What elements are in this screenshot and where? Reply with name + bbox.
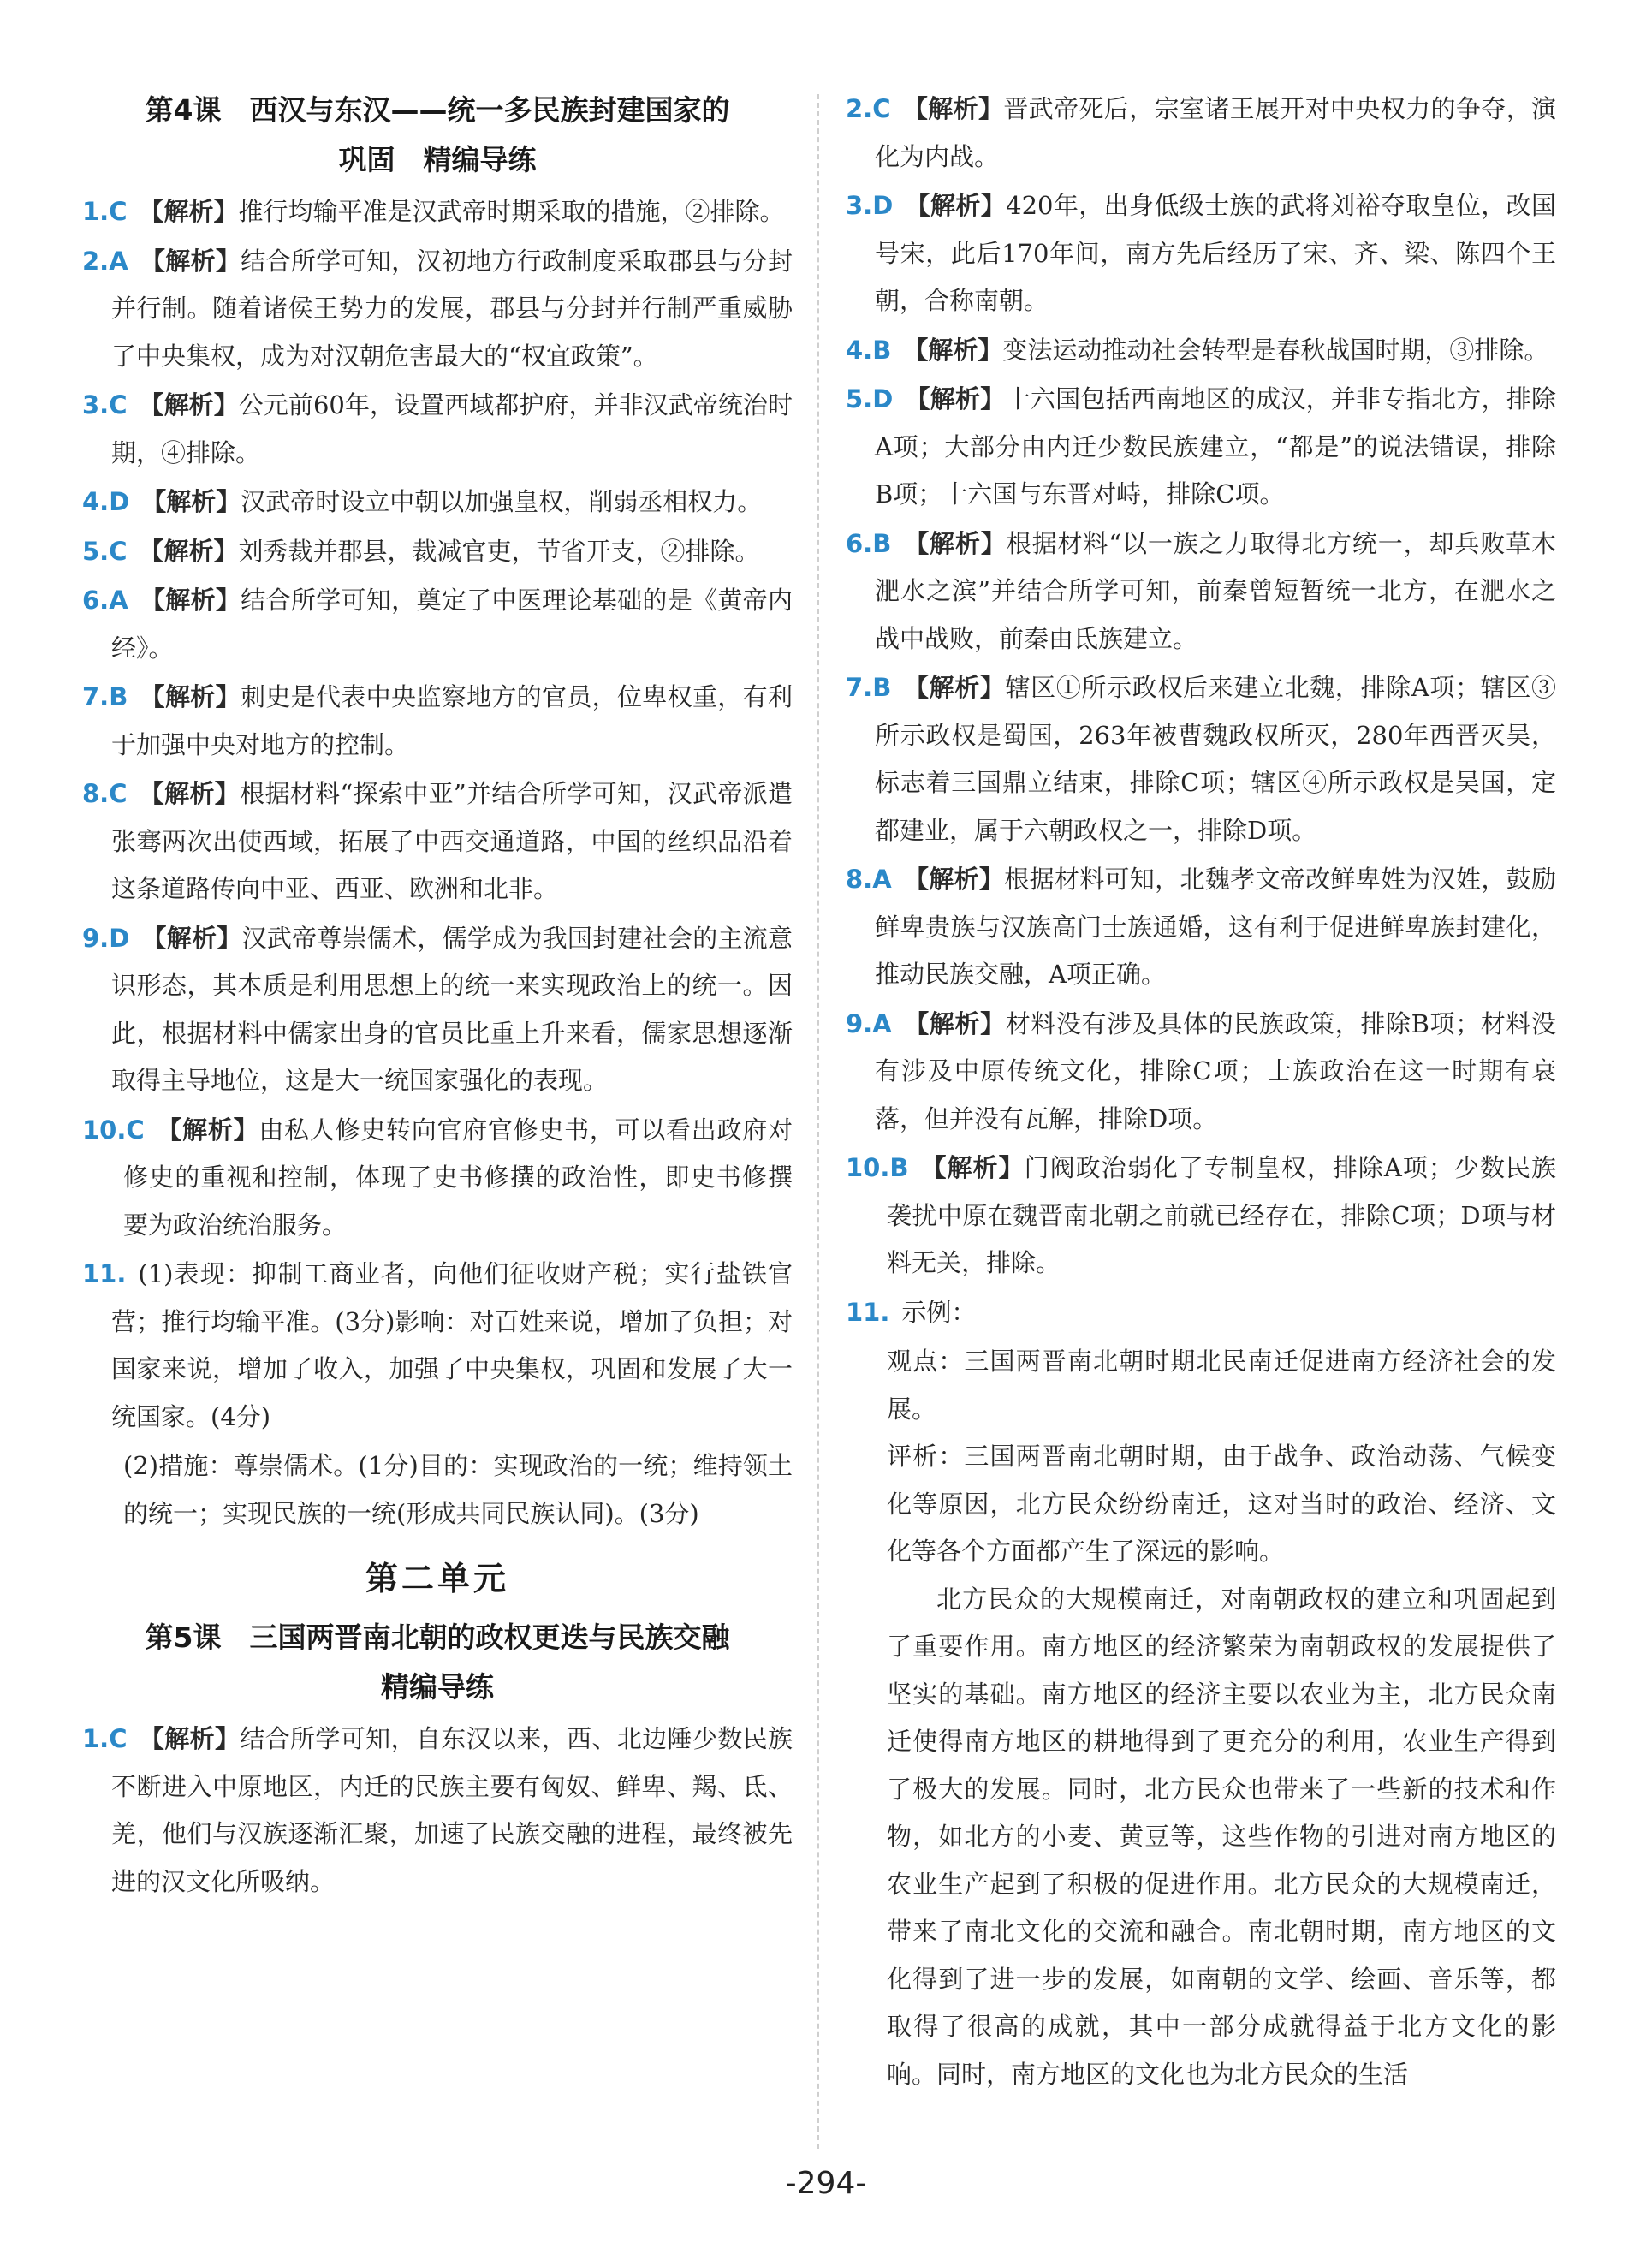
analysis-tag: 【解析】 [141,923,242,953]
answer-number: 6.B [846,528,892,558]
l4-q11 [82,1251,793,1441]
analysis-tag: 【解析】 [139,1724,241,1753]
answer-item [846,856,1556,999]
answer-number: 7.B [82,682,128,711]
answer-item [82,915,793,1105]
answer-item [846,327,1556,375]
answer-number: 2.A [82,246,128,276]
answer-text: 刘秀裁并郡县，裁减官吏，节省开支，②排除。 [238,536,760,566]
left-column [82,86,793,1907]
answer-text: 十六国包括西南地区的成汉，并非专指北方，排除A项；大部分由内迁少数民族建立，“都是”的说法错误，排除B项；十六国与东晋对峙，排除C项。 [875,384,1556,509]
answer-text: 汉武帝尊崇儒术，儒学成为我国封建社会的主流意识形态，其本质是利用思想上的统一来实现政治上的统一。因此，根据材料中儒家出身的官员比重上升来看，儒家思想逐渐取得主导地位，这是大一统国家强化的表现。 [111,923,793,1095]
answer-item [82,238,793,381]
lesson4-title [82,86,793,185]
column-divider [817,94,819,2149]
answer-number: 1.C [82,1724,128,1753]
lesson4-title-line1: 第4课 西汉与东汉——统一多民族封建国家的 [145,93,730,127]
answer-text: 汉武帝时设立中朝以加强皇权，削弱丞相权力。 [241,487,763,516]
l5-q1 [82,1716,793,1906]
analysis-tag: 【解析】 [141,487,241,516]
answer-text: 结合所学可知，奠定了中医理论基础的是《黄帝内经》。 [111,586,793,663]
answer-text: (1)表现：抑制工商业者，向他们征收财产税；实行盐铁官营；推行均输平准。(3分)影响：对百姓来说，增加了负担；对国家来说，增加了收入，加强了中央集权，巩固和发展了大一统国家。(4分) [111,1259,793,1431]
answer-item [82,674,793,769]
answer-text: 推行均输平准是汉武帝时期采取的措施，②排除。 [238,197,785,226]
lesson4-title-line2: 巩固 精编导练 [338,143,537,176]
answer-number: 4.B [846,335,892,365]
lesson5-title-line2: 精编导练 [381,1670,494,1704]
answer-item [82,479,793,526]
page-number: -294- [785,2166,867,2201]
analysis-tag: 【解析】 [903,865,1005,894]
answer-number: 10.B [846,1153,909,1182]
analysis-tag: 【解析】 [905,191,1007,220]
answer-number: 1.C [82,197,128,226]
answer-text: 420年，出身低级士族的武将刘裕夺取皇位，改国号宋，此后170年间，南方先后经历了宋、齐、梁、陈四个王朝，合称南朝。 [875,191,1556,315]
right-column [846,86,1556,2098]
answer-text: 晋武帝死后，宗室诸王展开对中央权力的争夺，演化为内战。 [875,94,1556,171]
q11-analysis: 评析：三国两晋南北朝时期，由于战争、政治动荡、气候变化等原因，北方民众纷纷南迁，这对当时的政治、经济、文化等各个方面都产生了深远的影响。 [887,1442,1556,1566]
l5-q11 [846,1289,1556,1337]
answer-text: 根据材料可知，北魏孝文帝改鲜卑姓为汉姓，鼓励鲜卑贵族与汉族高门士族通婚，这有利于促进鲜卑族封建化，推动民族交融，A项正确。 [875,865,1556,989]
analysis-tag: 【解析】 [903,528,1007,558]
analysis-tag: 【解析】 [139,779,241,808]
answer-number: 8.A [846,865,892,894]
analysis-tag: 【解析】 [140,246,241,276]
analysis-tag: 【解析】 [139,536,239,566]
analysis-tag: 【解析】 [156,1115,259,1145]
answer-item [846,86,1556,181]
answer-number: 8.C [82,779,128,808]
lesson5-answer-list [846,86,1556,1288]
analysis-tag: 【解析】 [903,1008,1006,1038]
analysis-tag: 【解析】 [140,682,241,711]
answer-item [846,1145,1556,1288]
analysis-tag: 【解析】 [140,586,241,615]
answer-number: 3.C [82,390,128,419]
answer-text: 门阀政治弱化了专制皇权，排除A项；少数民族袭扰中原在魏晋南北朝之前就已经存在，排除C项；D项与材料无关，排除。 [887,1153,1556,1277]
answer-item [82,770,793,913]
answer-item [846,182,1556,325]
answer-number: 9.D [82,923,130,953]
answer-number: 2.C [846,94,891,123]
answer-number: 4.D [82,487,130,516]
analysis-tag: 【解析】 [903,335,1003,365]
analysis-tag: 【解析】 [902,94,1004,123]
answer-number: 9.A [846,1008,892,1038]
answer-label: 示例： [901,1297,977,1327]
answer-number: 5.D [846,384,894,413]
answer-number: 6.A [82,586,128,615]
analysis-tag: 【解析】 [905,384,1006,413]
analysis-tag: 【解析】 [139,390,239,419]
answer-item [82,528,793,576]
answer-item [846,376,1556,519]
lesson5-title [82,1613,793,1712]
q11-viewpoint: 观点：三国两晋南北朝时期北民南迁促进南方经济社会的发展。 [887,1347,1556,1424]
analysis-tag: 【解析】 [139,197,239,226]
answer-number: 11. [846,1297,890,1327]
answer-item [846,520,1556,663]
answer-text: 根据材料“以一族之力取得北方统一，却兵败草木淝水之滨”并结合所学可知，前秦曾短暂统一北方，在淝水之战中战败，前秦由氐族建立。 [875,528,1556,653]
answer-text: 刺史是代表中央监察地方的官员，位卑权重，有利于加强中央对地方的控制。 [111,682,793,759]
answer-item [846,664,1556,854]
answer-number: 11. [82,1259,127,1288]
lesson4-answer-list [82,188,793,1249]
answer-item [846,1001,1556,1144]
answer-item [82,188,793,236]
answer-text: 材料没有涉及具体的民族政策，排除B项；材料没有涉及中原传统文化，排除C项；士族政治在这一时期有衰落，但并没有瓦解，排除D项。 [875,1008,1556,1133]
l4-q11-part2 [82,1442,793,1537]
answer-number: 5.C [82,536,128,566]
answer-text: (2)措施：尊崇儒术。(1分)目的：实现政治的一统；维持领土的统一；实现民族的一统(形成共同民族认同)。(3分) [123,1451,793,1528]
answer-text: 变法运动推动社会转型是春秋战国时期，③排除。 [1002,335,1549,365]
answer-number: 7.B [846,673,892,702]
answer-item [82,577,793,672]
answer-text: 由私人修史转向官府官修史书，可以看出政府对修史的重视和控制，体现了史书修撰的政治性，即史书修撰要为政治统治服务。 [123,1115,793,1240]
answer-item [82,1107,793,1250]
analysis-tag: 【解析】 [903,673,1006,702]
answer-number: 10.C [82,1115,145,1145]
lesson5-title-line1: 第5课 三国两晋南北朝的政权更迭与民族交融 [145,1621,730,1654]
analysis-tag: 【解析】 [920,1153,1025,1182]
q11-body: 北方民众的大规模南迁，对南朝政权的建立和巩固起到了重要作用。南方地区的经济繁荣为南朝政权的发展提供了坚实的基础。南方地区的经济主要以农业为主，北方民众南迁使得南方地区的耕地得到了更充分的利用，农业生产得到了极大的发展。同时，北方民众也带来了一些新的技术和作物，如北方的小麦、黄豆等，这些作物的引进对南方地区的农业生产起到了积极的促进作用。北方民众的大规模南迁，带来了南北文化的交流和融合。南北朝时期，南方地区的文化得到了进一步的发展，如南朝的文学、绘画、音乐等，都取得了很高的成就，其中一部分成就得益于北方文化的影响。同时，南方地区的文化也为北方民众的生活 [887,1584,1556,2089]
answer-text: 辖区①所示政权后来建立北魏，排除A项；辖区③所示政权是蜀国，263年被曹魏政权所灭，280年西晋灭吴，标志着三国鼎立结束，排除C项；辖区④所示政权是吴国，定都建业，属于六朝政权之一，排除D项。 [875,673,1556,845]
answer-text: 公元前60年，设置西域都护府，并非汉武帝统治时期，④排除。 [111,390,793,467]
answer-number: 3.D [846,191,894,220]
answer-text: 结合所学可知，汉初地方行政制度采取郡县与分封并行制。随着诸侯王势力的发展，郡县与分封并行制严重威胁了中央集权，成为对汉朝危害最大的“权宜政策”。 [111,246,793,371]
answer-text: 结合所学可知，自东汉以来，西、北边陲少数民族不断进入中原地区，内迁的民族主要有匈奴、鲜卑、羯、氐、羌，他们与汉族逐渐汇聚，加速了民族交融的进程，最终被先进的汉文化所吸纳。 [111,1724,793,1896]
answer-item [82,382,793,477]
answer-text: 根据材料“探索中亚”并结合所学可知，汉武帝派遣张骞两次出使西域，拓展了中西交通道路，中国的丝织品沿着这条道路传向中亚、西亚、欧洲和北非。 [111,779,793,903]
unit2-title: 第二单元 [365,1559,509,1597]
